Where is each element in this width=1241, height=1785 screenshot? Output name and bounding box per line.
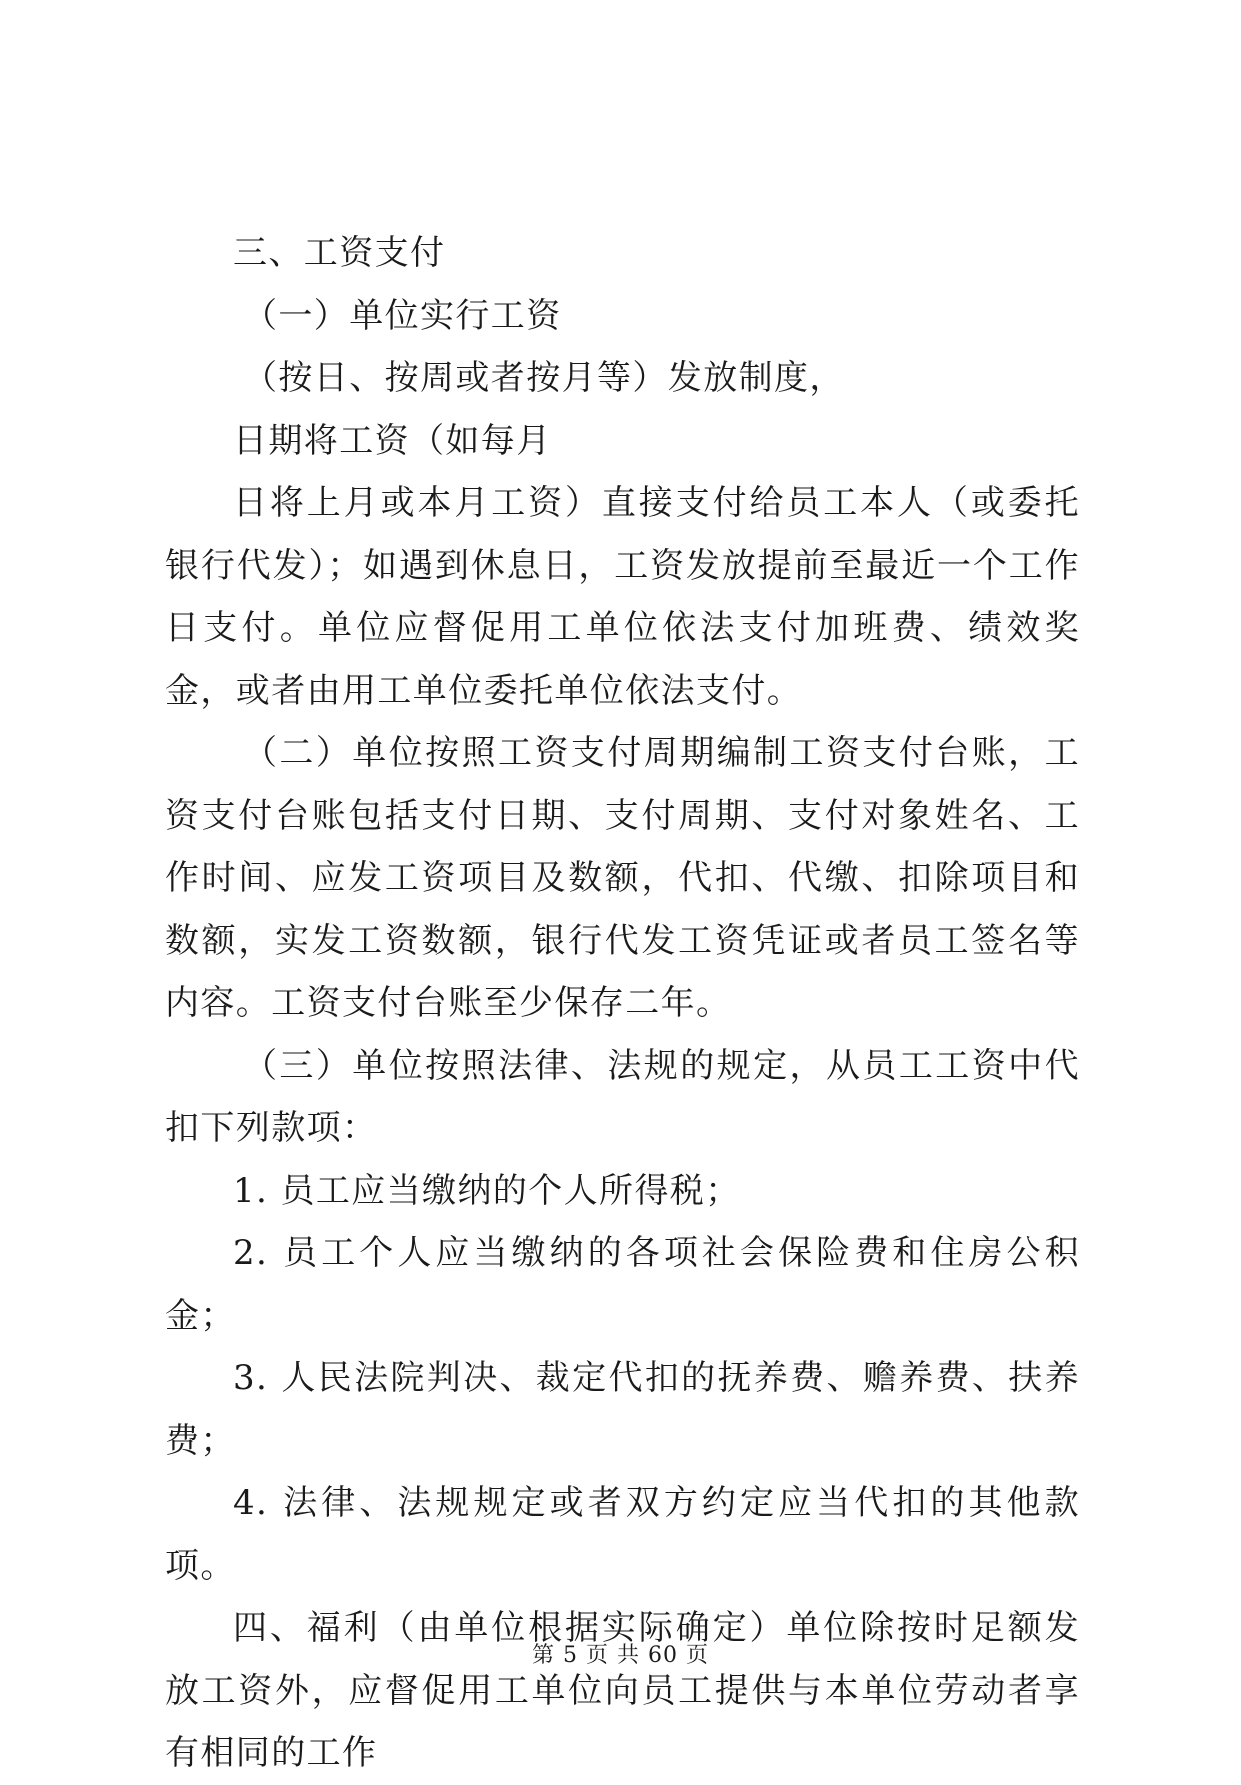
paragraph-payment-date: 日期将工资（如每月 [233, 420, 552, 461]
paragraph-payment-frequency: （按日、按周或者按月等）发放制度， [243, 358, 845, 398]
list-item-income-tax: 1. 员工应当缴纳的个人所得税； [233, 1170, 741, 1211]
paragraph-direct-payment: 日将上月或本月工资）直接支付给员工本人（或委托银行代发）；如遇到休息日，工资发放提前至最近一个工作日支付。单位应督促用工单位依法支付加班费、绩效奖金，或者由用工单位委托单位依法支付。 [165, 483, 1080, 711]
paragraph-wage-system: （一）单位实行工资 [243, 295, 562, 336]
page-number-footer: 第 5 页 共 60 页 [532, 1643, 709, 1668]
list-item-social-insurance: 2. 员工个人应当缴纳的各项社会保险费和住房公积金； [165, 1233, 1080, 1336]
paragraph-deductions-intro: （三）单位按照法律、法规的规定，从员工工资中代扣下列款项： [165, 1045, 1080, 1148]
section-heading-wage-payment: 三、工资支付 [233, 233, 446, 273]
document-body [165, 222, 1080, 1785]
list-item-court-support: 3. 人民法院判决、裁定代扣的抚养费、赡养费、扶养费； [165, 1358, 1080, 1461]
paragraph-wage-ledger: （二）单位按照工资支付周期编制工资支付台账，工资支付台账包括支付日期、支付周期、支付对象姓名、工作时间、应发工资项目及数额，代扣、代缴、扣除项目和数额，实发工资数额，银行代发工资凭证或者员工签名等内容。工资支付台账至少保存二年。 [165, 733, 1080, 1023]
list-item-other-deductions: 4. 法律、法规规定或者双方约定应当代扣的其他款项。 [165, 1483, 1080, 1586]
section-heading-welfare: 四、福利（由单位根据实际确定）单位除按时足额发放工资外，应督促用工单位向员工提供与本单位劳动者享有相同的工作 [165, 1608, 1080, 1773]
